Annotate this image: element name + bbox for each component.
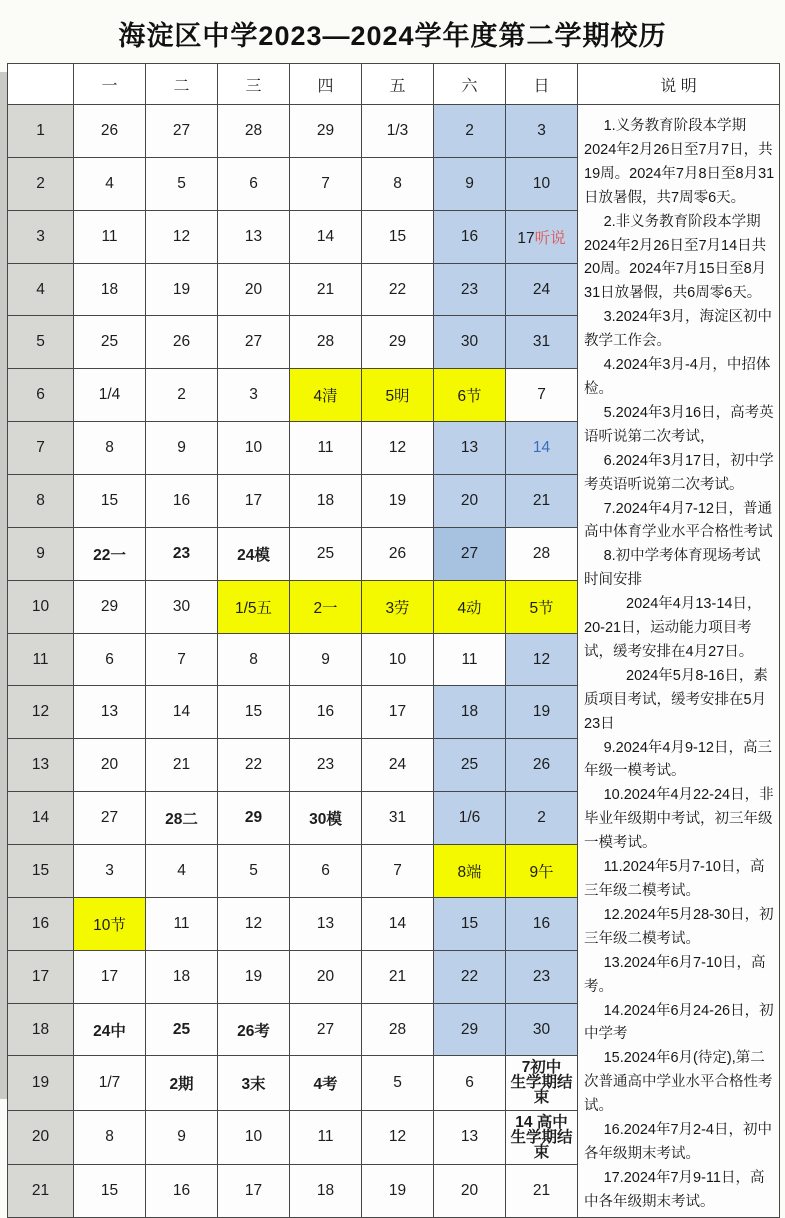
week-number-cell: 16 xyxy=(8,897,74,950)
day-cell: 29 xyxy=(74,580,146,633)
page-title: 海淀区中学2023—2024学年度第二学期校历 xyxy=(118,21,667,51)
day-cell: 6 xyxy=(218,157,290,210)
week-number-cell: 12 xyxy=(8,686,74,739)
day-cell: 18 xyxy=(290,1164,362,1217)
day-cell: 30 xyxy=(434,316,506,369)
day-cell: 1/7 xyxy=(74,1056,146,1110)
week-number-cell: 10 xyxy=(8,580,74,633)
note-paragraph: 16.2024年7月2-4日，初中各年级期末考试。 xyxy=(584,1122,772,1162)
day-cell: 19 xyxy=(362,1164,434,1217)
day-cell: 7 xyxy=(362,845,434,898)
day-cell: 10 xyxy=(218,422,290,475)
day-cell: 25 xyxy=(434,739,506,792)
day-cell: 26 xyxy=(74,105,146,158)
day-cell: 19 xyxy=(506,686,578,739)
note-paragraph: 8.初中学考体育现场考试时间安排 xyxy=(584,548,761,589)
day-cell: 23 xyxy=(434,263,506,316)
day-cell: 2期 xyxy=(146,1056,218,1110)
day-cell: 6 xyxy=(434,1056,506,1110)
day-cell: 19 xyxy=(362,475,434,528)
week-number-cell: 19 xyxy=(8,1056,74,1110)
day-cell: 9 xyxy=(146,1110,218,1164)
day-cell: 27 xyxy=(218,316,290,369)
day-header: 一 xyxy=(74,64,146,105)
day-cell: 22 xyxy=(434,950,506,1003)
day-cell: 22一 xyxy=(74,527,146,580)
week-number-cell: 11 xyxy=(8,633,74,686)
day-cell: 16 xyxy=(434,210,506,263)
day-cell: 13 xyxy=(290,897,362,950)
day-cell: 11 xyxy=(290,1110,362,1164)
day-header: 日 xyxy=(506,64,578,105)
day-cell: 29 xyxy=(362,316,434,369)
day-cell: 14 xyxy=(506,422,578,475)
day-header: 六 xyxy=(434,64,506,105)
day-cell: 20 xyxy=(218,263,290,316)
day-cell-line: 生学期结束 xyxy=(510,1128,573,1161)
day-cell: 15 xyxy=(74,1164,146,1217)
day-cell: 5 xyxy=(218,845,290,898)
day-cell: 15 xyxy=(74,475,146,528)
day-cell: 18 xyxy=(290,475,362,528)
week-number-cell: 9 xyxy=(8,527,74,580)
day-cell: 2一 xyxy=(290,580,362,633)
day-cell: 9午 xyxy=(506,845,578,898)
day-cell: 27 xyxy=(146,105,218,158)
day-cell: 3末 xyxy=(218,1056,290,1110)
day-cell: 11 xyxy=(434,633,506,686)
day-header: 三 xyxy=(218,64,290,105)
day-cell: 22 xyxy=(362,263,434,316)
week-number-cell: 18 xyxy=(8,1003,74,1056)
day-cell: 25 xyxy=(146,1003,218,1056)
day-cell: 18 xyxy=(74,263,146,316)
day-cell: 4 xyxy=(74,157,146,210)
day-cell: 16 xyxy=(506,897,578,950)
scan-edge-artifact xyxy=(0,72,7,1099)
week-number-cell: 3 xyxy=(8,210,74,263)
day-cell: 4清 xyxy=(290,369,362,422)
day-cell: 10节 xyxy=(74,897,146,950)
note-paragraph: 13.2024年6月7-10日，高考。 xyxy=(584,954,766,995)
week-number-cell: 20 xyxy=(8,1110,74,1164)
day-header: 四 xyxy=(290,64,362,105)
day-cell: 5 xyxy=(146,157,218,210)
note-paragraph: 1.义务教育阶段本学期 2024年2月26日至7月7日，共19周。2024年7月8日至8月31日放暑假，共7周零6天。 xyxy=(584,118,775,206)
day-cell: 6节 xyxy=(434,369,506,422)
day-cell: 16 xyxy=(146,475,218,528)
day-cell: 6 xyxy=(290,845,362,898)
day-cell: 20 xyxy=(434,1164,506,1217)
day-cell: 6 xyxy=(74,633,146,686)
day-cell: 23 xyxy=(146,527,218,580)
day-cell: 21 xyxy=(290,263,362,316)
day-cell: 12 xyxy=(218,897,290,950)
day-cell: 30 xyxy=(146,580,218,633)
day-cell: 27 xyxy=(74,792,146,845)
note-paragraph: 15.2024年6月(待定),第二次普通高中学业水平合格性考试。 xyxy=(584,1050,773,1115)
day-cell: 21 xyxy=(362,950,434,1003)
day-cell: 4 xyxy=(146,845,218,898)
day-cell: 21 xyxy=(146,739,218,792)
day-cell: 7 xyxy=(290,157,362,210)
day-cell: 16 xyxy=(290,686,362,739)
day-cell: 17 xyxy=(362,686,434,739)
week-number-cell: 15 xyxy=(8,845,74,898)
day-cell: 26 xyxy=(362,527,434,580)
notes-cell xyxy=(578,105,780,1218)
week-number-cell: 6 xyxy=(8,369,74,422)
day-cell: 28二 xyxy=(146,792,218,845)
day-cell: 25 xyxy=(74,316,146,369)
day-cell: 17 xyxy=(218,475,290,528)
note-paragraph: 14.2024年6月24-26日，初中学考 xyxy=(584,1002,774,1043)
week-number-cell: 21 xyxy=(8,1164,74,1217)
day-cell: 2 xyxy=(506,792,578,845)
day-cell: 4考 xyxy=(290,1056,362,1110)
day-cell: 28 xyxy=(362,1003,434,1056)
day-cell: 24模 xyxy=(218,527,290,580)
day-cell: 2 xyxy=(434,105,506,158)
day-cell: 10 xyxy=(506,157,578,210)
week-number-cell: 4 xyxy=(8,263,74,316)
day-cell: 12 xyxy=(362,422,434,475)
day-cell: 5节 xyxy=(506,580,578,633)
note-paragraph: 2024年5月8-16日，素质项目考试，缓考安排在5月23日 xyxy=(584,667,768,732)
day-cell: 13 xyxy=(218,210,290,263)
day-cell: 22 xyxy=(218,739,290,792)
day-cell: 30模 xyxy=(290,792,362,845)
note-paragraph: 7.2024年4月7-12日，普通高中体育学业水平合格性考试 xyxy=(584,500,773,541)
day-cell: 25 xyxy=(290,527,362,580)
day-cell: 17 xyxy=(218,1164,290,1217)
day-cell: 21 xyxy=(506,1164,578,1217)
notes-header: 说 明 xyxy=(578,64,780,105)
day-cell: 24 xyxy=(506,263,578,316)
day-cell: 3 xyxy=(218,369,290,422)
day-cell: 3 xyxy=(506,105,578,158)
day-cell: 8端 xyxy=(434,845,506,898)
note-paragraph: 17.2024年7月9-11日，高中各年级期末考试。 xyxy=(584,1169,765,1210)
red-annotation: 听说 xyxy=(534,229,566,247)
week-number-cell: 17 xyxy=(8,950,74,1003)
corner-cell xyxy=(8,64,74,105)
day-cell: 14 xyxy=(290,210,362,263)
day-cell: 18 xyxy=(146,950,218,1003)
day-cell: 14 xyxy=(362,897,434,950)
day-cell: 26考 xyxy=(218,1003,290,1056)
note-paragraph: 2024年4月13-14日，20-21日，运动能力项目考试，缓考安排在4月27日。 xyxy=(584,596,762,660)
day-cell: 29 xyxy=(290,105,362,158)
day-header: 五 xyxy=(362,64,434,105)
day-cell: 29 xyxy=(218,792,290,845)
note-paragraph: 10.2024年4月22-24日，非毕业年级期中考试，初三年级一模考试。 xyxy=(584,787,774,852)
day-cell: 9 xyxy=(146,422,218,475)
day-cell: 12 xyxy=(146,210,218,263)
day-cell: 7 xyxy=(506,369,578,422)
day-cell: 30 xyxy=(506,1003,578,1056)
day-cell: 27 xyxy=(434,527,506,580)
day-cell: 26 xyxy=(506,739,578,792)
note-paragraph: 4.2024年3月-4月，中招体检。 xyxy=(584,357,771,397)
day-cell: 1/3 xyxy=(362,105,434,158)
day-cell: 5 xyxy=(362,1056,434,1110)
day-cell: 15 xyxy=(434,897,506,950)
calendar-header-row xyxy=(8,64,780,105)
day-cell: 8 xyxy=(362,157,434,210)
day-cell: 8 xyxy=(218,633,290,686)
day-header: 二 xyxy=(146,64,218,105)
day-cell: 9 xyxy=(290,633,362,686)
day-cell-line: 14 高中 xyxy=(515,1113,568,1131)
week-number-cell: 5 xyxy=(8,316,74,369)
day-cell-line: 生学期结束 xyxy=(510,1074,573,1107)
day-cell: 13 xyxy=(434,422,506,475)
day-cell: 23 xyxy=(290,739,362,792)
day-cell: 20 xyxy=(74,739,146,792)
day-cell: 8 xyxy=(74,422,146,475)
day-cell: 26 xyxy=(146,316,218,369)
day-cell: 19 xyxy=(218,950,290,1003)
day-cell: 3劳 xyxy=(362,580,434,633)
note-paragraph: 12.2024年5月28-30日，初三年级二模考试。 xyxy=(584,906,774,947)
week-number-cell: 2 xyxy=(8,157,74,210)
day-cell: 20 xyxy=(290,950,362,1003)
note-paragraph: 9.2024年4月9-12日，高三年级一模考试。 xyxy=(584,739,772,780)
day-cell: 15 xyxy=(218,686,290,739)
day-cell: 29 xyxy=(434,1003,506,1056)
day-cell: 13 xyxy=(434,1110,506,1164)
day-cell: 17 xyxy=(74,950,146,1003)
note-paragraph: 5.2024年3月16日，高考英语听说第二次考试， xyxy=(584,404,774,445)
day-cell: 24中 xyxy=(74,1003,146,1056)
day-cell: 11 xyxy=(290,422,362,475)
note-paragraph: 3.2024年3月，海淀区初中教学工作会。 xyxy=(584,309,772,350)
day-cell: 13 xyxy=(74,686,146,739)
note-paragraph: 6.2024年3月17日，初中学考英语听说第二次考试。 xyxy=(584,452,774,493)
calendar-week-row xyxy=(8,105,780,158)
day-cell: 12 xyxy=(362,1110,434,1164)
day-cell: 28 xyxy=(218,105,290,158)
day-cell xyxy=(506,1056,578,1110)
week-number-cell: 7 xyxy=(8,422,74,475)
day-cell: 17听说 xyxy=(506,210,578,263)
day-cell: 12 xyxy=(506,633,578,686)
day-cell: 28 xyxy=(290,316,362,369)
day-cell: 11 xyxy=(74,210,146,263)
day-cell: 4动 xyxy=(434,580,506,633)
day-cell: 24 xyxy=(362,739,434,792)
day-cell: 31 xyxy=(362,792,434,845)
day-cell: 11 xyxy=(146,897,218,950)
week-number-cell: 14 xyxy=(8,792,74,845)
day-cell: 28 xyxy=(506,527,578,580)
day-cell: 27 xyxy=(290,1003,362,1056)
day-cell: 1/6 xyxy=(434,792,506,845)
day-cell: 21 xyxy=(506,475,578,528)
day-cell-line: 7初中 xyxy=(521,1059,562,1077)
note-paragraph: 2.非义务教育阶段本学期2024年2月26日至7月14日共20周。2024年7月15日至8月31日放暑假，共6周零6天。 xyxy=(584,213,767,302)
week-number-cell: 8 xyxy=(8,475,74,528)
day-cell: 16 xyxy=(146,1164,218,1217)
day-cell: 20 xyxy=(434,475,506,528)
week-number-cell: 1 xyxy=(8,105,74,158)
day-cell: 7 xyxy=(146,633,218,686)
day-cell: 2 xyxy=(146,369,218,422)
day-cell: 31 xyxy=(506,316,578,369)
day-cell xyxy=(506,1110,578,1164)
day-cell: 10 xyxy=(218,1110,290,1164)
day-cell: 3 xyxy=(74,845,146,898)
day-cell: 9 xyxy=(434,157,506,210)
day-cell: 15 xyxy=(362,210,434,263)
day-cell: 1/5五 xyxy=(218,580,290,633)
day-cell: 8 xyxy=(74,1110,146,1164)
day-cell: 23 xyxy=(506,950,578,1003)
day-cell: 19 xyxy=(146,263,218,316)
day-cell: 5明 xyxy=(362,369,434,422)
day-cell: 18 xyxy=(434,686,506,739)
day-cell: 1/4 xyxy=(74,369,146,422)
week-number-cell: 13 xyxy=(8,739,74,792)
note-paragraph: 11.2024年5月7-10日，高三年级二模考试。 xyxy=(584,859,765,899)
day-cell: 10 xyxy=(362,633,434,686)
day-cell: 14 xyxy=(146,686,218,739)
school-calendar-table xyxy=(7,63,780,1218)
